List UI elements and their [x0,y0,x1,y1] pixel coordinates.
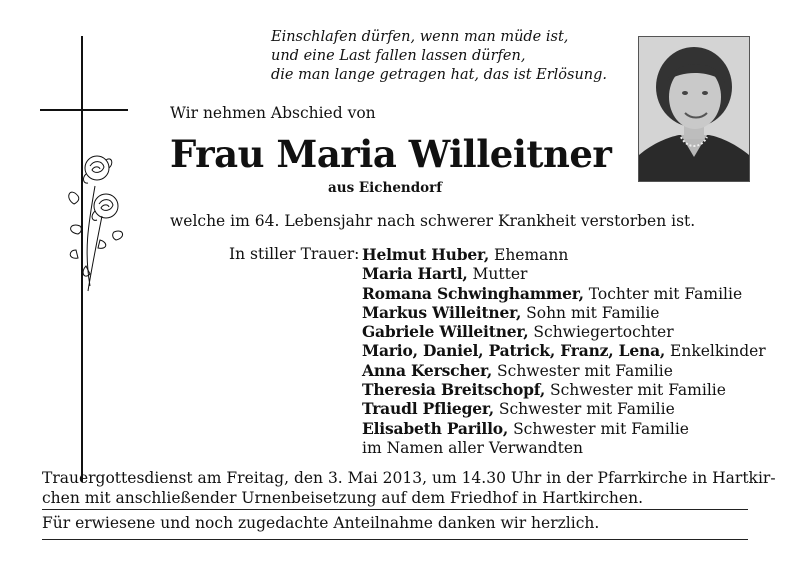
poem-line: Einschlafen dürfen, wenn man müde ist, [271,29,569,45]
mourner-row [362,303,766,322]
mourner-row [362,264,766,283]
intro-text: Wir nehmen Abschied von [170,104,376,122]
mourner-relation: Tochter mit Familie [583,284,743,303]
mourner-relation: Schwester mit Familie [493,400,675,419]
death-note: welche im 64. Lebensjahr nach schwerer Krankheit verstorben ist. [170,212,696,230]
mourner-row [362,245,766,264]
mourner-name: Markus Willeitner, [362,302,522,322]
divider [42,539,748,540]
mourner-relation: Ehemann [489,246,569,264]
service-line: Trauergottesdienst am Freitag, den 3. Mai 2013, um 14.30 Uhr in der Pfarrkirche in Hartkir- [42,469,776,487]
portrait-photo [638,36,750,182]
divider [42,509,748,510]
mourner-name: Maria Hartl, [362,264,468,284]
mourner-row [362,438,766,457]
mourner-relation: Schwester mit Familie [508,419,689,438]
mourner-row [362,284,766,303]
mourner-name: Romana Schwinghammer, [362,283,584,303]
mourner-relation: im Namen aller Verwandten [362,438,583,457]
mourner-row [362,419,766,438]
mourner-relation: Schwester mit Familie [545,381,726,400]
cross-with-roses-icon [40,36,130,482]
deceased-name: Frau Maria Willeitner [170,132,612,176]
mourners-list [362,245,766,457]
poem-line: die man lange getragen hat, das ist Erlösung. [271,67,608,83]
poem-line: und eine Last fallen lassen dürfen, [271,48,526,64]
mourner-row [362,361,766,380]
mourner-row [362,322,766,341]
mourner-name: Theresia Breitschopf, [362,380,546,400]
mourner-relation: Schwiegertochter [528,323,674,342]
thanks-text: Für erwiesene und noch zugedachte Anteilnahme danken wir herzlich. [42,514,600,532]
deceased-origin: aus Eichendorf [328,180,443,196]
service-info [42,468,776,508]
mourner-relation: Schwester mit Familie [492,361,673,380]
mourner-name: Traudl Pflieger, [362,399,494,419]
mourner-name: Gabriele Willeitner, [362,322,529,342]
poem [271,28,607,85]
mourner-row [362,399,766,418]
mourner-name: Elisabeth Parillo, [362,418,509,438]
mourner-relation: Enkelkinder [665,342,766,361]
mourner-name: Helmut Huber, [362,245,490,264]
mourner-row [362,341,766,360]
mourner-relation: Mutter [467,265,528,284]
mourner-relation: Sohn mit Familie [521,303,660,322]
mourner-row [362,380,766,399]
mourner-name: Anna Kerscher, [362,360,493,380]
mourners-label: In stiller Trauer: [229,245,360,263]
service-line: chen mit anschließender Urnenbeisetzung auf dem Friedhof in Hartkirchen. [42,489,643,507]
mourner-name: Mario, Daniel, Patrick, Franz, Lena, [362,341,666,361]
